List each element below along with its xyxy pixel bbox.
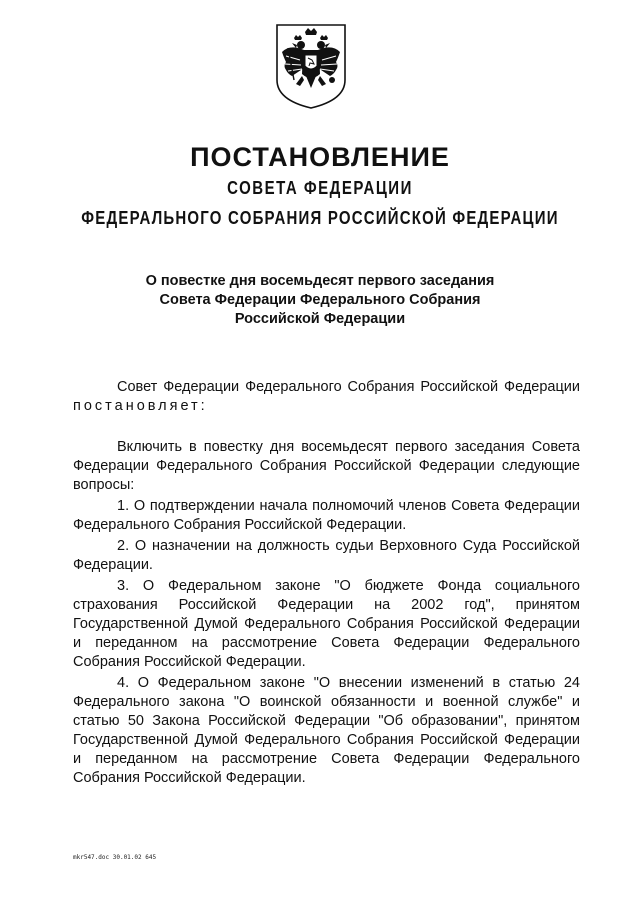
agenda-item-4: 4. О Федеральном законе "О внесении изменений в статью 24 Федерального закона "О воинской обязанности и военной службе" и статью 50 Закона Российской Федерации "Об образовании", принятом Государственной Думой Федерального Собрания Российской Федерации и переданном на рассмотрение Совета Федерации Федерального Собрания Российской Федерации. — [73, 675, 580, 786]
agenda-item-1: 1. О подтверждении начала полномочий членов Совета Федерации Федерального Собрания Российской Федерации. — [73, 498, 580, 533]
subject-line-1: О повестке дня восемьдесят первого заседания — [145, 273, 495, 289]
russian-coat-of-arms-icon — [274, 22, 348, 110]
document-title: ПОСТАНОВЛЕНИЕ — [190, 142, 450, 172]
preamble-text: Совет Федерации Федерального Собрания Российской Федерации — [117, 379, 580, 395]
document-subtitle-council: СОВЕТА ФЕДЕРАЦИИ — [227, 177, 413, 200]
subject-line-3: Российской Федерации — [234, 311, 406, 327]
subject-line-2: Совета Федерации Федерального Собрания — [159, 292, 481, 308]
resolution-body — [73, 438, 580, 788]
document-subject — [0, 272, 640, 329]
decree-word: постановляет: — [73, 398, 208, 414]
resolution-intro: Включить в повестку дня восемьдесят первого заседания Совета Федерации Федерального Собрания Российской Федерации следующие вопросы: — [73, 439, 580, 493]
agenda-item-2: 2. О назначении на должность судьи Верховного Суда Российской Федерации. — [73, 538, 580, 573]
preamble-paragraph — [73, 378, 580, 416]
file-reference: mkr547.doc 30.01.02 645 — [73, 854, 157, 861]
preamble — [73, 378, 580, 416]
agenda-item-3: 3. О Федеральном законе "О бюджете Фонда социального страхования Российской Федерации на 2002 год", принятом Государственной Думой Федерального Собрания Российской Федерации и переданном на рассмотрение Совета Федерации Федерального Собрания Российской Федерации. — [73, 578, 580, 670]
document-subtitle-assembly: ФЕДЕРАЛЬНОГО СОБРАНИЯ РОССИЙСКОЙ ФЕДЕРАЦИИ — [81, 207, 559, 230]
